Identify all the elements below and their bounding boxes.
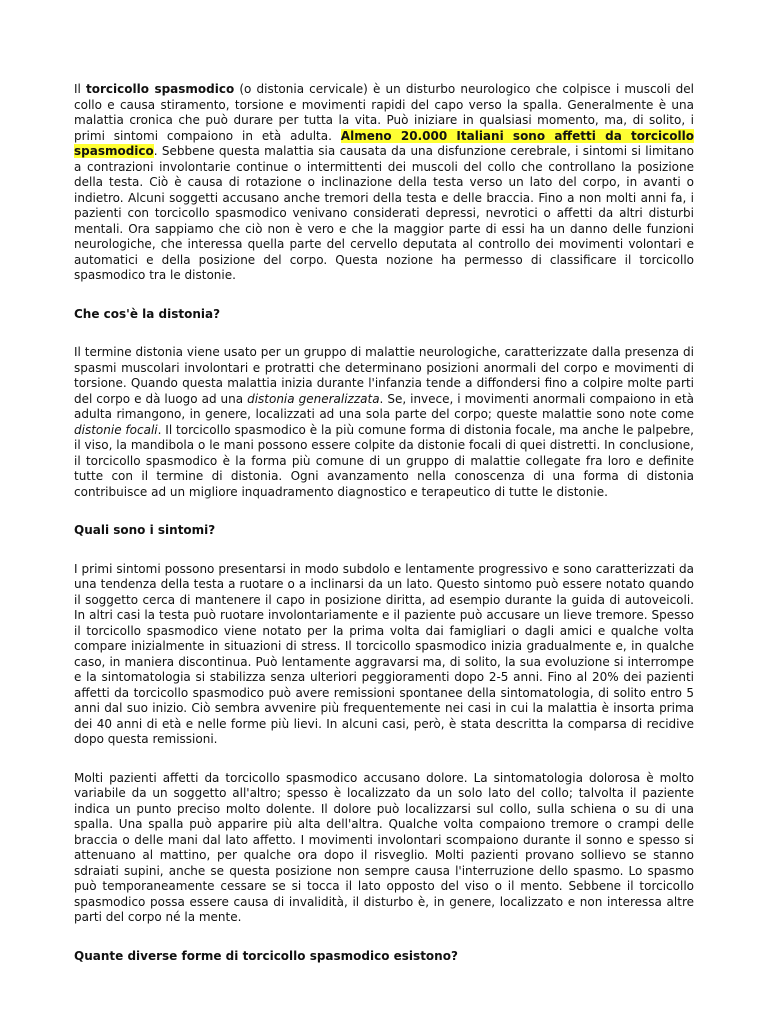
dolore-paragraph: Molti pazienti affetti da torcicollo spasmodico accusano dolore. La sintomatologia dolorosa è molto variabile da un soggetto all'altro; spesso è localizzato da un solo lato del collo; talvolta il paziente indica un punto preciso molto dolente. Il dolore può localizzarsi sul collo, sulla schiena o su di una spalla. Una spalla può apparire più alta dell'altra. Qualche volta compaiono tremore o crampi delle braccia o delle mani dal lato affetto. I movimenti involontari scompaiono durante il sonno e spesso si attenuano al mattino, per qualche ora dopo il risveglio. Molti pazienti provano sollievo se stanno sdraiati supini, anche se questa posizione non sempre causa l'interruzione dello spasmo. Lo spasmo può temporaneamente cessare se si tocca il lato opposto del viso o il mento. Sebbene il torcicollo spasmodico possa essere causa di invalidità, il disturbo è, in genere, localizzato e non interessa altre parti del corpo né la mente. — [74, 770, 694, 924]
intro-text-2: (o distonia cervicale) è un disturbo neurologico che colpisce i muscoli del collo e causa stiramento, torsione e movimenti rapidi del capo verso la spalla. Generalmente è una malattia cronica che può durare per tutta la vita. Può iniziare in qualsiasi momento, ma, di solito, i primi sintomi compaiono in età adulta. — [74, 82, 695, 143]
distonia-text-2: . Se, invece, i movimenti anormali compaiono in età adulta rimangono, in genere, localizzati ad una sola parte del corpo; queste malattie sono note come — [74, 391, 694, 421]
distonia-text-3: . Il torcicollo spasmodico è la più comune forma di distonia focale, ma anche le palpebre, il viso, la mandibola o le mani possono essere colpite da distonie focali di quei distretti. In conclusione, il torcicollo spasmodico è la forma più comune di un gruppo di malattie collegate fra loro e definite tutte con il termine di distonia. Ogni avanzamento nella conoscenza di una forma di distonia contribuisce ad un migliore inquadramento diagnostico e terapeutico di tutte le distonie. — [74, 422, 695, 499]
distonia-italic-2: distonie focali — [74, 422, 158, 437]
distonia-paragraph — [74, 345, 694, 500]
intro-text-3: . Sebbene questa malattia sia causata da una disfunzione cerebrale, i sintomi si limitano a contrazioni involontarie continue o intermittenti dei muscoli del collo che controllano la posizione della testa. Ciò è causa di rotazione o inclinazione della testa verso un lato del corpo, in avanti o indietro. Alcuni soggetti accusano anche tremori della testa e delle braccia. Fino a non molti anni fa, i pazienti con torcicollo spasmodico venivano considerati depressi, nevrotici o affetti da altri disturbi mentali. Ora sappiamo che ciò non è vero e che la maggior parte di essi ha un danno delle funzioni neurologiche, che interessa quella parte del cervello deputata al controllo dei movimenti volontari e automatici e della posizione del corpo. Questa nozione ha permesso di classificare il torcicollo spasmodico tra le distonie. — [74, 144, 694, 282]
intro-paragraph — [74, 82, 694, 284]
intro-highlight: Almeno 20.000 Italiani sono affetti da torcicollo spasmodico — [74, 128, 694, 158]
heading-sintomi: Quali sono i sintomi? — [74, 523, 216, 537]
heading-forme: Quante diverse forme di torcicollo spasmodico esistono? — [74, 948, 458, 963]
document-page — [74, 82, 694, 987]
sintomi-paragraph: I primi sintomi possono presentarsi in modo subdolo e lentamente progressivo e sono caratterizzati da una tendenza della testa a ruotare o a inclinarsi da un lato. Questo sintomo può essere notato quando il soggetto cerca di mantenere il capo in posizione diritta, ad esempio durante la guida di autoveicoli. In altri casi la testa può ruotare involontariamente e il paziente può accusare un lieve tremore. Spesso il torcicollo spasmodico viene notato per la prima volta dai famigliari o dagli amici e qualche volta compare inizialmente in situazioni di stress. Il torcicollo spasmodico inizia gradualmente e, in qualche caso, in maniera discontinua. Può lentamente aggravarsi ma, di solito, la sua evoluzione si interrompe e la sintomatologia si stabilizza senza ulteriori peggioramenti dopo 2-5 anni. Fino al 20% dei pazienti affetti da torcicollo spasmodico può avere remissioni spontanee della sintomatologia, di solito entro 5 anni dal suo inizio. Ciò sembra avvenire più frequentemente nei casi in cui la malattia è insorta prima dei 40 anni di età e nelle forme più lievi. In alcuni casi, però, è stata descritta la comparsa di recidive dopo questa remissioni. — [74, 561, 694, 746]
intro-text-1: Il — [74, 82, 86, 96]
intro-term: torcicollo spasmodico — [86, 82, 235, 96]
distonia-text-1: Il termine distonia viene usato per un gruppo di malattie neurologiche, caratterizzate dalla presenza di spasmi muscolari involontari e protratti che determinano posizioni anormali del corpo e movimenti di torsione. Quando questa malattia inizia durante l'infanzia tende a diffondersi fino a colpire molte parti del corpo e dà luogo ad una — [74, 345, 694, 406]
heading-distonia: Che cos'è la distonia? — [74, 306, 221, 321]
distonia-italic-1: distonia generalizzata — [247, 391, 380, 406]
